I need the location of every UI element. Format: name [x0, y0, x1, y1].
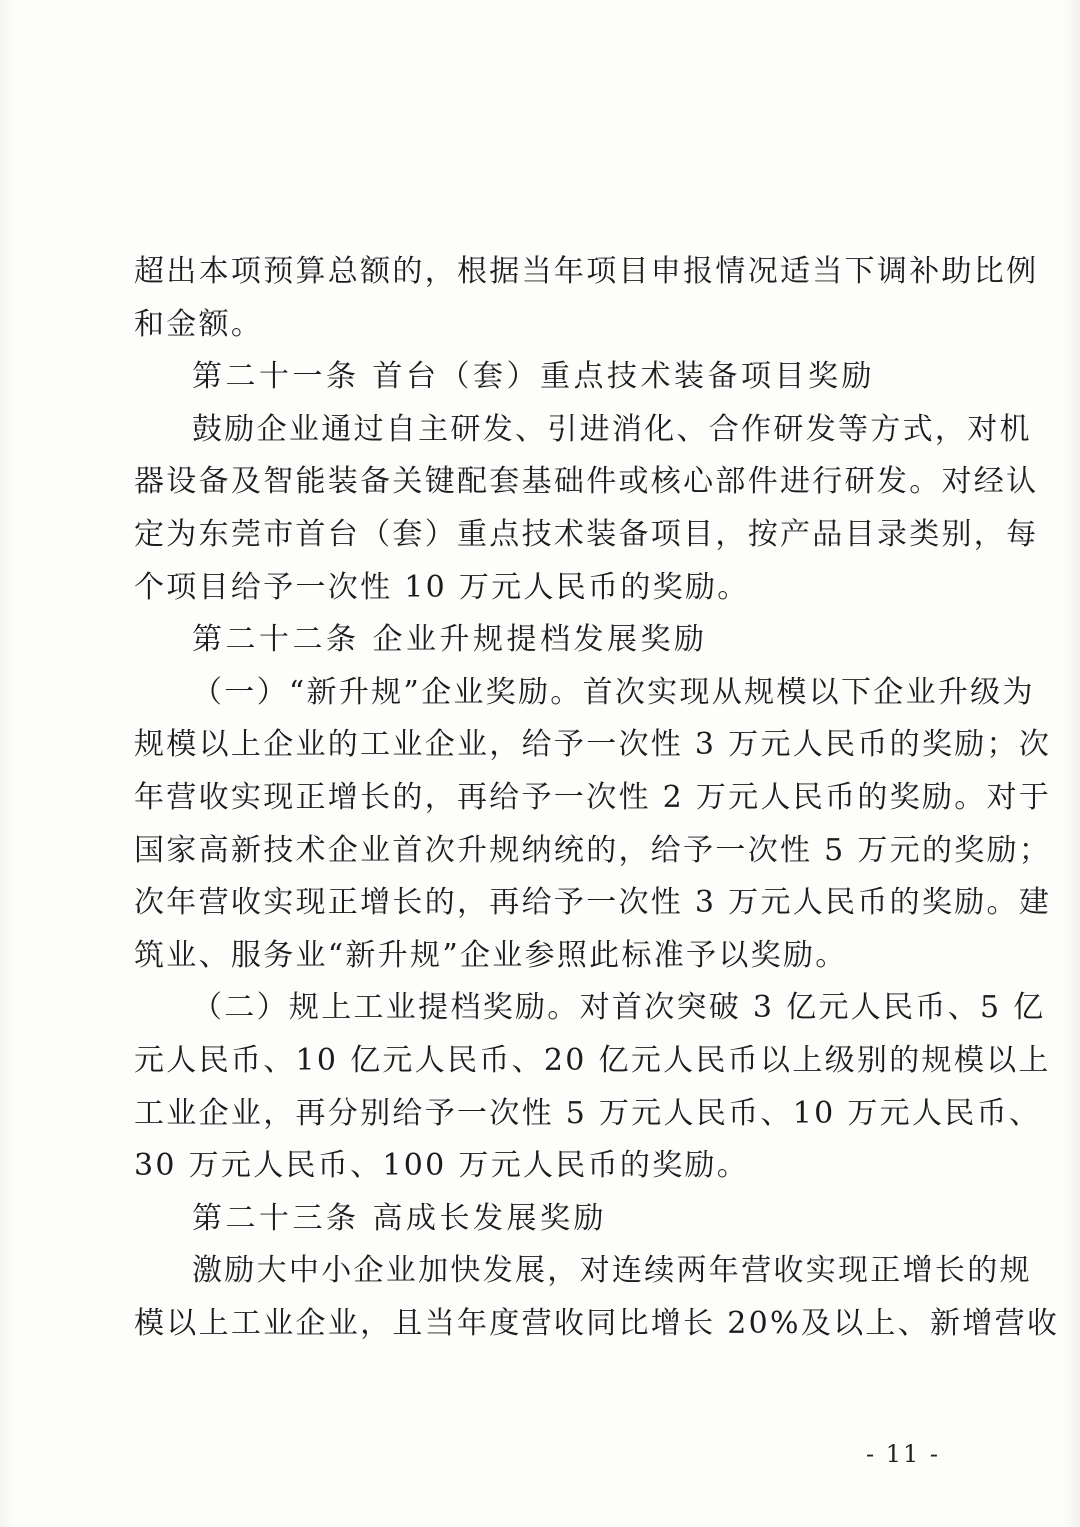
text-line: 规模以上企业的工业企业，给予一次性 3 万元人民币的奖励；次: [134, 727, 1052, 763]
text-line: 激励大中小企业加快发展，对连续两年营收实现正增长的规: [192, 1253, 1032, 1289]
text-line: 模以上工业企业，且当年度营收同比增长 20%及以上、新增营收: [134, 1305, 1060, 1341]
article-heading-23: 第二十三条 高成长发展奖励: [192, 1200, 608, 1236]
text-line: 年营收实现正增长的，再给予一次性 2 万元人民币的奖励。对于: [134, 779, 1052, 815]
text-line: 和金额。: [134, 306, 264, 342]
text-line: 超出本项预算总额的，根据当年项目申报情况适当下调补助比例: [134, 254, 1039, 289]
text-line: 定为东莞市首台（套）重点技术装备项目，按产品目录类别，每: [134, 516, 1039, 552]
paragraph-body: [134, 246, 1060, 1350]
text-line: 工业企业，再分别给予一次性 5 万元人民币、10 万元人民币、: [134, 1095, 1042, 1131]
text-line: 鼓励企业通过自主研发、引进消化、合作研发等方式，对机: [192, 411, 1032, 447]
text-line: （一）“新升规”企业奖励。首次实现从规模以下企业升级为: [192, 674, 1035, 710]
text-line: 器设备及智能装备关键配套基础件或核心部件进行研发。对经认: [134, 464, 1039, 500]
page-number: - 11 -: [865, 1440, 940, 1468]
article-heading-22: 第二十二条 企业升规提档发展奖励: [192, 622, 708, 658]
text-line: 30 万元人民币、100 万元人民币的奖励。: [134, 1148, 750, 1184]
text-line: 个项目给予一次性 10 万元人民币的奖励。: [134, 569, 750, 605]
text-line: 次年营收实现正增长的，再给予一次性 3 万元人民币的奖励。建: [134, 885, 1052, 921]
text-line: 元人民币、10 亿元人民币、20 亿元人民币以上级别的规模以上: [134, 1042, 1051, 1078]
text-line: 国家高新技术企业首次升规纳统的，给予一次性 5 万元的奖励；: [134, 832, 1052, 868]
article-heading-21: 第二十一条 首台（套）重点技术装备项目奖励: [192, 359, 876, 395]
text-line: （二）规上工业提档奖励。对首次突破 3 亿元人民币、5 亿: [192, 990, 1046, 1026]
document-body: [134, 246, 1060, 1350]
text-line: 筑业、服务业“新升规”企业参照此标准予以奖励。: [134, 937, 848, 973]
